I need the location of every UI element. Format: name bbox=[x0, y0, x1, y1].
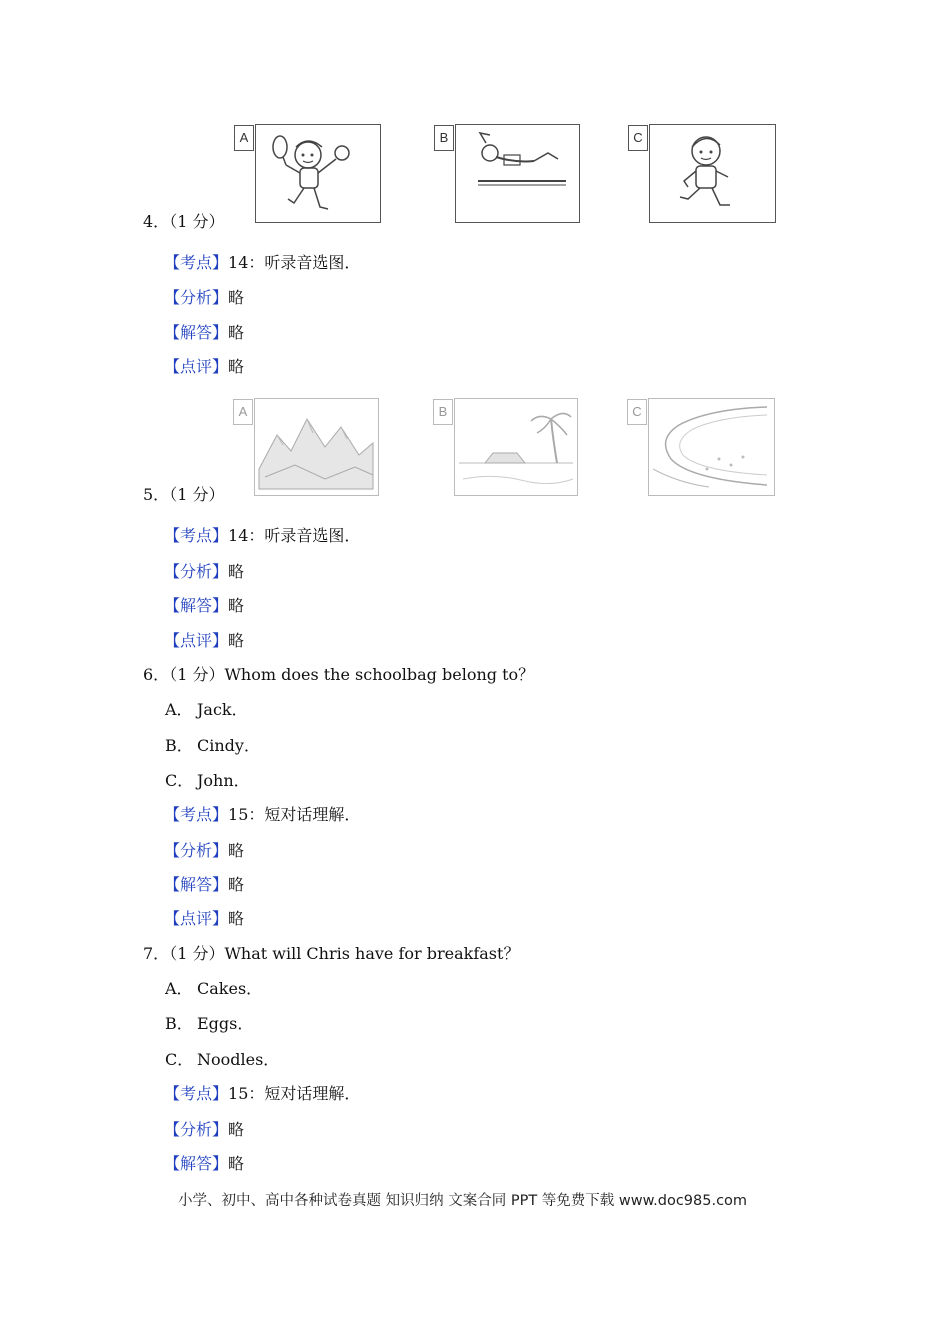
mountains-icon bbox=[255, 399, 378, 495]
q6-kaodian bbox=[164, 805, 360, 825]
q5-kaodian bbox=[164, 526, 360, 546]
q6-kaodian-tag: 【考点】 bbox=[164, 805, 229, 824]
footer-text: 小学、初中、高中各种试卷真题 知识归纳 文案合同 PPT 等免费下载 www.doc985.com bbox=[178, 1193, 748, 1209]
q7-jieda-tag: 【解答】 bbox=[164, 1154, 229, 1173]
q5-fenxi bbox=[164, 562, 244, 582]
q7-option-b[interactable] bbox=[165, 1014, 253, 1034]
q6-question: Whom does the schoolbag belong to？ bbox=[224, 665, 535, 684]
q5-image-b-label: B bbox=[433, 399, 453, 425]
q6-option-b-letter: B． bbox=[165, 736, 193, 755]
beach-palm-icon bbox=[455, 399, 577, 495]
q4-fenxi-text: 略 bbox=[228, 288, 245, 307]
q6-dianping-tag: 【点评】 bbox=[164, 909, 229, 928]
q6-jieda-tag: 【解答】 bbox=[164, 875, 229, 894]
q5-image-a[interactable] bbox=[238, 398, 379, 496]
q4-image-a-label: A bbox=[234, 125, 254, 151]
q7-kaodian-text: 15：短对话理解． bbox=[228, 1084, 361, 1103]
q6-score: （1 分） bbox=[169, 665, 225, 684]
q5-image-a-label: A bbox=[233, 399, 253, 425]
running-boy-icon bbox=[650, 125, 775, 222]
q6-option-a-text: Jack． bbox=[197, 700, 248, 719]
q7-fenxi-text: 略 bbox=[228, 1120, 245, 1139]
q4-jieda-text: 略 bbox=[228, 323, 245, 342]
q6-option-c-letter: C． bbox=[165, 771, 194, 790]
q5-jieda-text: 略 bbox=[228, 596, 245, 615]
q7-option-b-text: Eggs． bbox=[197, 1014, 254, 1033]
q6-option-a-letter: A． bbox=[165, 700, 193, 719]
coastline-icon bbox=[649, 399, 774, 495]
q6-jieda bbox=[164, 875, 244, 895]
q6-number: 6． bbox=[143, 665, 170, 684]
q7-jieda-text: 略 bbox=[228, 1154, 245, 1173]
q5-kaodian-text: 14：听录音选图． bbox=[228, 526, 361, 545]
q6-fenxi bbox=[164, 841, 244, 861]
q6-dianping bbox=[164, 909, 244, 929]
q4-jieda-tag: 【解答】 bbox=[164, 323, 229, 342]
q5-header bbox=[143, 485, 224, 505]
q7-option-a-letter: A． bbox=[165, 979, 193, 998]
q6-option-b[interactable] bbox=[165, 736, 260, 756]
q7-number: 7． bbox=[143, 944, 170, 963]
q4-jieda bbox=[164, 323, 244, 343]
high-jumper-icon bbox=[456, 125, 579, 222]
q7-score: （1 分） bbox=[169, 944, 225, 963]
q5-jieda bbox=[164, 596, 244, 616]
q4-score: （1 分） bbox=[169, 212, 225, 231]
q4-kaodian bbox=[164, 253, 360, 273]
q5-fenxi-text: 略 bbox=[228, 562, 245, 581]
q7-question: What will Chris have for breakfast？ bbox=[224, 944, 520, 963]
q4-header bbox=[143, 212, 224, 232]
q4-image-a[interactable] bbox=[239, 124, 381, 223]
q6-dianping-text: 略 bbox=[228, 909, 245, 928]
q7-option-c-text: Noodles． bbox=[197, 1050, 280, 1069]
q4-dianping-text: 略 bbox=[228, 357, 245, 376]
q4-image-c[interactable] bbox=[633, 124, 776, 223]
q6-jieda-text: 略 bbox=[228, 875, 245, 894]
q7-option-c[interactable] bbox=[165, 1050, 279, 1070]
q4-number: 4． bbox=[143, 212, 170, 231]
q6-kaodian-text: 15：短对话理解． bbox=[228, 805, 361, 824]
q6-option-c[interactable] bbox=[165, 771, 250, 791]
q7-kaodian bbox=[164, 1084, 360, 1104]
q4-dianping-tag: 【点评】 bbox=[164, 357, 229, 376]
q6-option-b-text: Cindy． bbox=[197, 736, 260, 755]
q6-fenxi-tag: 【分析】 bbox=[164, 841, 229, 860]
tennis-player-icon bbox=[256, 125, 380, 222]
q4-image-b-label: B bbox=[434, 125, 454, 151]
q6-header bbox=[143, 665, 534, 685]
q7-header bbox=[143, 944, 519, 964]
q7-option-a-text: Cakes． bbox=[197, 979, 263, 998]
q5-fenxi-tag: 【分析】 bbox=[164, 562, 229, 581]
q5-number: 5． bbox=[143, 485, 170, 504]
q6-fenxi-text: 略 bbox=[228, 841, 245, 860]
q7-jieda bbox=[164, 1154, 244, 1174]
q4-fenxi-tag: 【分析】 bbox=[164, 288, 229, 307]
q5-dianping-text: 略 bbox=[228, 631, 245, 650]
q5-image-c[interactable] bbox=[632, 398, 775, 496]
q7-kaodian-tag: 【考点】 bbox=[164, 1084, 229, 1103]
q4-image-c-label: C bbox=[628, 125, 648, 151]
q6-option-c-text: John． bbox=[197, 771, 250, 790]
q7-option-b-letter: B． bbox=[165, 1014, 193, 1033]
q4-image-b[interactable] bbox=[439, 124, 580, 223]
q4-dianping bbox=[164, 357, 244, 377]
q4-kaodian-text: 14：听录音选图． bbox=[228, 253, 361, 272]
q7-option-c-letter: C． bbox=[165, 1050, 194, 1069]
q5-image-c-label: C bbox=[627, 399, 647, 425]
q4-fenxi bbox=[164, 288, 244, 308]
q5-jieda-tag: 【解答】 bbox=[164, 596, 229, 615]
q7-fenxi-tag: 【分析】 bbox=[164, 1120, 229, 1139]
q7-fenxi bbox=[164, 1120, 244, 1140]
q5-image-b[interactable] bbox=[438, 398, 578, 496]
q4-kaodian-tag: 【考点】 bbox=[164, 253, 229, 272]
q5-dianping bbox=[164, 631, 244, 651]
q7-option-a[interactable] bbox=[165, 979, 262, 999]
q5-score: （1 分） bbox=[169, 485, 225, 504]
q5-kaodian-tag: 【考点】 bbox=[164, 526, 229, 545]
q6-option-a[interactable] bbox=[165, 700, 248, 720]
q5-dianping-tag: 【点评】 bbox=[164, 631, 229, 650]
